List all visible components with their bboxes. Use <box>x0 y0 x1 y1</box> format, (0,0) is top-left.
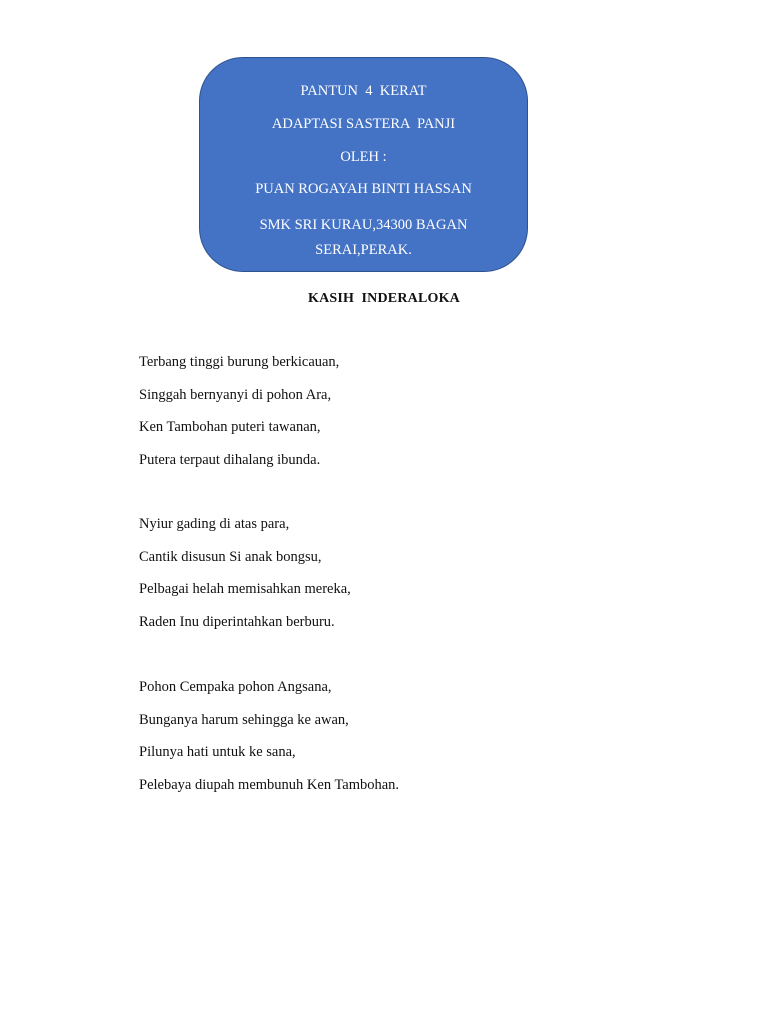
header-line-title: PANTUN 4 KERAT <box>300 83 427 99</box>
poem-line: Pelebaya diupah membunuh Ken Tambohan. <box>139 776 400 793</box>
header-line-school: SMK SRI KURAU,34300 BAGAN SERAI,PERAK. <box>259 217 468 258</box>
poem-line: Pelbagai helah memisahkan mereka, <box>139 581 351 597</box>
header-line-by: OLEH : <box>340 149 387 165</box>
poem-line: Terbang tinggi burung berkicauan, <box>139 354 340 370</box>
stanza-1 <box>139 354 659 484</box>
poem-title: KASIH INDERALOKA <box>308 291 460 306</box>
poem-line: Cantik disusun Si anak bongsu, <box>139 548 322 565</box>
poem-line: Putera terpaut dihalang ibunda. <box>139 451 321 468</box>
header-line-subtitle: ADAPTASI SASTERA PANJI <box>271 116 456 132</box>
poem-line: Pilunya hati untuk ke sana, <box>139 744 296 760</box>
poem-line: Ken Tambohan puteri tawanan, <box>139 419 321 435</box>
poem-line: Singgah bernyanyi di pohon Ara, <box>139 386 332 403</box>
stanza-2 <box>139 516 659 646</box>
poem-line: Pohon Cempaka pohon Angsana, <box>139 679 332 695</box>
poem-line: Raden Inu diperintahkan berburu. <box>139 613 335 630</box>
poem-line: Nyiur gading di atas para, <box>139 516 290 532</box>
poem-line: Bunganya harum sehingga ke awan, <box>139 711 349 728</box>
header-line-author: PUAN ROGAYAH BINTI HASSAN <box>255 181 472 197</box>
stanza-3 <box>139 679 659 809</box>
header-box <box>199 57 528 272</box>
